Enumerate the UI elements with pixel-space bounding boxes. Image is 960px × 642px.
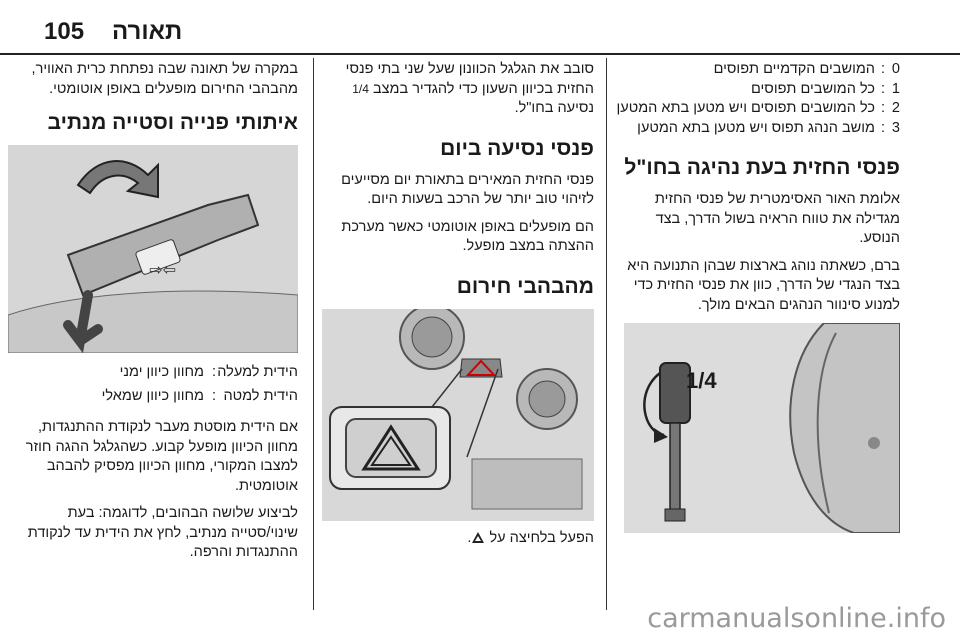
table-row: הידית למטה : מחוון כיוון שמאלי (101, 387, 298, 404)
list-item: 3 : מושב הנהג תפוס ויש מטען בתא המטען (637, 119, 900, 136)
paragraph: הם מופעלים באופן אוטומטי כאשר מערכת ההצתה במצב מופעל. (341, 218, 594, 254)
headlight-adjust-figure (624, 323, 900, 533)
paragraph: אלומת האור האסימטרית של פנסי החזית מגדילה את טווח הראיה בשול הדרך, בצד הנוסע. (654, 191, 900, 246)
svg-text:⇦⇨: ⇦⇨ (149, 260, 176, 279)
fraction: 1/4 (352, 81, 369, 96)
dashboard-illustration (322, 309, 594, 521)
turn-signal-figure (8, 145, 298, 353)
right-column (614, 60, 900, 533)
hazard-switch-figure (322, 309, 594, 521)
section-heading: מהבהבי חירום (456, 274, 594, 298)
left-column (8, 60, 298, 571)
figure-caption: הפעל בלחיצה על . (467, 529, 594, 546)
section-heading: פנסי נסיעה ביום (440, 136, 594, 160)
paragraph: סובב את הגלגל הכוונון שעל שני בתי פנסי החזית בכיוון השעון כדי להגדיר במצב 1/4 נסיעה בחו"ל. (345, 61, 594, 116)
list-item: 1 : כל המושבים תפוסים (751, 80, 900, 97)
paragraph: אם הידית מוסטת מעבר לנקודת ההתנגדות, מחוון הכיוון מופעל קבוע. כשהגלגל ההגה חוזר למצבו המקורי, מחוון הכיוון מפסיק להבהב אוטומטית. (25, 419, 298, 494)
paragraph: במקרה של תאונה שבה נפתחת כרית האוויר, מהבהבי החירום מופעלים באופן אוטומטי. (31, 61, 298, 97)
paragraph: פנסי החזית המאירים בתאורת יום מסייעים לזיהוי טוב יותר של הרכב בשעות היום. (341, 171, 594, 207)
hazard-triangle-icon (471, 531, 485, 544)
page-number: 105 (44, 18, 85, 45)
column-divider (606, 58, 607, 610)
chapter-title: תאורה (112, 18, 183, 45)
list-item: 2 : כל המושבים תפוסים ויש מטען בתא המטען (616, 100, 900, 116)
header-rule (0, 53, 960, 55)
column-divider (313, 58, 314, 610)
middle-column (322, 60, 594, 556)
fraction-label: 1/4 (686, 368, 717, 393)
headlight-illustration (624, 323, 900, 533)
section-heading: פנסי החזית בעת נהיגה בחו"ל (624, 156, 900, 179)
stalk-illustration (8, 145, 298, 353)
list-item: 0 : המושבים הקדמיים תפוסים (713, 61, 900, 77)
table-row: הידית למעלה : מחוון כיוון ימני (119, 364, 298, 380)
page-header (0, 18, 960, 48)
watermark: carmanualsonline.info (647, 603, 946, 634)
paragraph: ברם, כשאתה נוהג בארצות שבהן התנועה היא בצד הנגדי של הדרך, כוון את פנסי החזית כדי למנוע סינוור הנהגים הבאים מולך. (627, 257, 900, 313)
section-heading: איתותי פנייה וסטייה מנתיב (47, 111, 298, 134)
paragraph: לביצוע שלושה הבהובים, לדוגמה: בעת שינוי/סטייה מנתיב, לחץ את הידית עד לנקודת ההתנגדות והרפה. (27, 505, 298, 560)
